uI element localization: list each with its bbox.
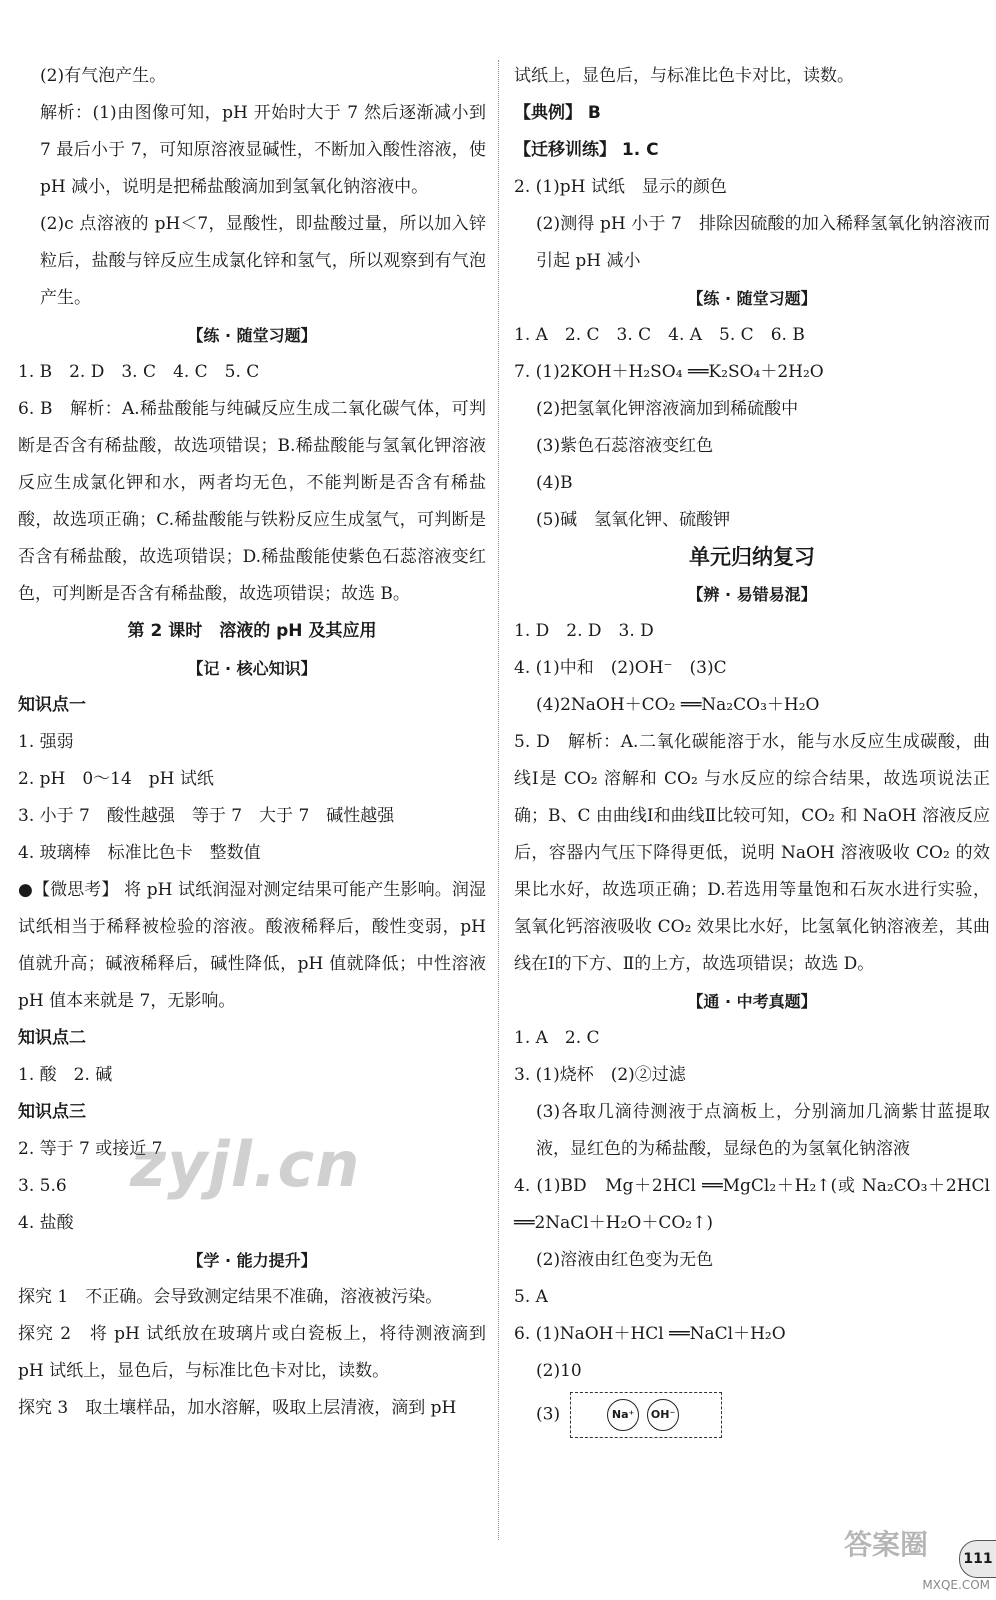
- corner-site-text: MXQE.COM: [922, 1578, 990, 1592]
- left-text-line: 【学 · 能力提升】: [187, 1251, 317, 1270]
- ion-diagram-label: (3): [536, 1404, 561, 1425]
- right-text-line: 4. (1)中和 (2)OH⁻ (3)C: [514, 658, 727, 678]
- watermark-text: zyjl.cn: [130, 1128, 361, 1201]
- right-text-line: 试纸上，显色后，与标准比色卡对比，读数。: [514, 66, 854, 86]
- right-text-line: 5. A: [514, 1287, 548, 1307]
- right-text-line: 6. (1)NaOH＋HCl ══NaCl＋H₂O: [514, 1324, 786, 1344]
- left-text-line: 探究 2 将 pH 试纸放在玻璃片或白瓷板上，将待测液滴到 pH 试纸上，显色后，与标准比色卡对比，读数。: [18, 1324, 486, 1381]
- left-text-line: 第 2 课时 溶液的 pH 及其应用: [127, 621, 377, 641]
- left-text-line: 3. 5.6: [18, 1176, 67, 1196]
- right-text-line: (4)2NaOH＋CO₂ ══Na₂CO₃＋H₂O: [536, 695, 820, 715]
- right-text-line: (5)碱 氢氧化钾、硫酸钾: [536, 510, 731, 530]
- left-text-line: (2)c 点溶液的 pH＜7，显酸性，即盐酸过量，所以加入锌粒后，盐酸与锌反应生成氯化锌和氢气，所以观察到有气泡产生。: [40, 214, 486, 308]
- right-text-line: 1. A 2. C 3. C 4. A 5. C 6. B: [514, 325, 805, 345]
- right-text-line: (2)测得 pH 小于 7 排除因硫酸的加入稀释氢氧化钠溶液而引起 pH 减小: [536, 214, 990, 271]
- left-text-line: 4. 玻璃棒 标准比色卡 整数值: [18, 843, 261, 863]
- right-text-line: (3)各取几滴待测液于点滴板上，分别滴加几滴紫甘蓝提取液，显红色的为稀盐酸，显绿色的为氢氧化钠溶液: [536, 1102, 990, 1159]
- left-text-line: ●【微思考】 将 pH 试纸润湿对测定结果可能产生影响。润湿试纸相当于稀释被检验的溶液。酸液稀释后，酸性变弱，pH 值就升高；碱液稀释后，碱性降低，pH 值就降低；中性溶液 pH 值本来就是 7，无影响。: [18, 880, 486, 1011]
- corner-logo-icon: [840, 1520, 960, 1580]
- right-text-line: (2)把氢氧化钾溶液滴加到稀硫酸中: [536, 399, 799, 419]
- right-text-line: 【辨 · 易错易混】: [687, 585, 817, 604]
- left-text-line: 1. 酸 2. 碱: [18, 1065, 113, 1085]
- ion-diagram-box: [570, 1392, 722, 1438]
- right-text-line: 3. (1)烧杯 (2)②过滤: [514, 1065, 686, 1085]
- left-text-line: 知识点三: [18, 1102, 86, 1122]
- left-text-line: (2)有气泡产生。: [40, 66, 167, 86]
- left-text-line: 2. 等于 7 或接近 7: [18, 1139, 163, 1159]
- right-text-line: 【迁移训练】 1. C: [514, 140, 659, 160]
- right-text-line: 【典例】 B: [514, 103, 601, 123]
- right-text-line: 5. D 解析：A.二氧化碳能溶于水，能与水反应生成碳酸，曲线Ⅰ是 CO₂ 溶解和 CO₂ 与水反应的综合结果，故选项说法正确；B、C 由曲线Ⅰ和曲线Ⅱ比较可知，CO₂ 和 NaOH 溶液反应后，容器内气压下降得更低，说明 NaOH 溶液吸收 CO₂ 的效果比水好，故选项正确；D.若选用等量饱和石灰水进行实验，氢氧化钙溶液吸收 CO₂ 效果比水好，比氢氧化钠溶液差，其曲线在Ⅰ的下方、Ⅱ的上方，故选项错误；故选 D。: [514, 732, 990, 974]
- ion-diagram-row: [514, 1392, 990, 1438]
- left-text-line: 知识点一: [18, 695, 86, 715]
- left-text-line: 【记 · 核心知识】: [187, 659, 317, 678]
- right-text-line: 7. (1)2KOH＋H₂SO₄ ══K₂SO₄＋2H₂O: [514, 362, 824, 382]
- left-text-line: 4. 盐酸: [18, 1213, 74, 1233]
- left-column: [18, 58, 486, 1427]
- right-text-line: 2. (1)pH 试纸 显示的颜色: [514, 177, 727, 197]
- column-divider: [498, 60, 499, 1540]
- left-text-line: 【练 · 随堂习题】: [187, 326, 317, 345]
- right-text-line: (2)溶液由红色变为无色: [536, 1250, 714, 1270]
- right-text-line: 1. A 2. C: [514, 1028, 600, 1048]
- right-text-line: 【通 · 中考真题】: [687, 992, 817, 1011]
- right-text-line: (3)紫色石蕊溶液变红色: [536, 436, 714, 456]
- right-text-line: 4. (1)BD Mg＋2HCl ══MgCl₂＋H₂↑(或 Na₂CO₃＋2HCl ══2NaCl＋H₂O＋CO₂↑): [514, 1176, 990, 1233]
- hydroxide-ion-circle: OH⁻: [647, 1399, 679, 1431]
- right-text-line: 【练 · 随堂习题】: [687, 289, 817, 308]
- right-text-line: (2)10: [536, 1361, 582, 1381]
- corner-logo-text: 答案圈: [844, 1528, 929, 1561]
- right-column: [514, 58, 990, 1438]
- left-text-line: 知识点二: [18, 1028, 86, 1048]
- left-text-line: 1. 强弱: [18, 732, 74, 752]
- right-text-line: (4)B: [536, 473, 573, 493]
- left-text-line: 6. B 解析：A.稀盐酸能与纯碱反应生成二氧化碳气体，可判断是否含有稀盐酸，故选项错误；B.稀盐酸能与氢氧化钾溶液反应生成氯化钾和水，两者均无色，不能判断是否含有稀盐酸，故选项正确；C.稀盐酸能与铁粉反应生成氢气，可判断是否含有稀盐酸，故选项错误；D.稀盐酸能使紫色石蕊溶液变红色，可判断是否含有稀盐酸，故选项错误；故选 B。: [18, 399, 486, 604]
- right-text-line: 单元归纳复习: [689, 545, 815, 569]
- left-text-line: 探究 3 取土壤样品，加水溶解，吸取上层清液，滴到 pH: [18, 1398, 457, 1418]
- left-text-line: 1. B 2. D 3. C 4. C 5. C: [18, 362, 260, 382]
- left-text-line: 2. pH 0～14 pH 试纸: [18, 769, 214, 789]
- left-text-line: 3. 小于 7 酸性越强 等于 7 大于 7 碱性越强: [18, 806, 395, 826]
- sodium-ion-circle: Na⁺: [607, 1399, 639, 1431]
- page-number: 111: [959, 1540, 996, 1578]
- right-text-line: 1. D 2. D 3. D: [514, 621, 654, 641]
- left-text-line: 解析：(1)由图像可知，pH 开始时大于 7 然后逐渐减小到 7 最后小于 7，可知原溶液显碱性，不断加入酸性溶液，使 pH 减小，说明是把稀盐酸滴加到氢氧化钠溶液中。: [40, 103, 486, 197]
- left-text-line: 探究 1 不正确。会导致测定结果不准确，溶液被污染。: [18, 1287, 443, 1307]
